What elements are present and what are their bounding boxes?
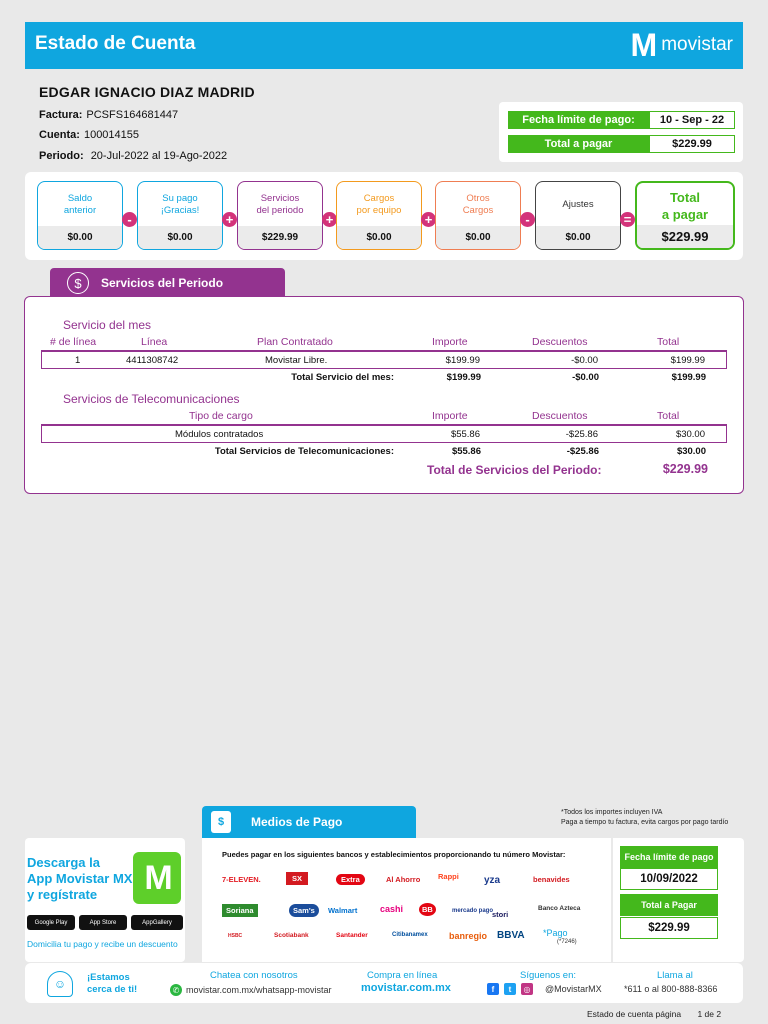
banks-title: Puedes pagar en los siguientes bancos y establecimientos proporcionando tu número Movistar: bbox=[222, 850, 566, 859]
plus-icon: + bbox=[322, 212, 337, 227]
payment-note bbox=[561, 808, 728, 828]
telecom-total-discounts: -$25.86 bbox=[566, 446, 599, 457]
bank-logo-santander: Santander bbox=[336, 932, 368, 939]
document-title: Estado de Cuenta bbox=[35, 33, 196, 54]
app-title-line-2: App Movistar MX bbox=[27, 871, 133, 886]
payment-methods-label: Medios de Pago bbox=[251, 815, 343, 829]
equipment-charges-label: Cargos por equipo bbox=[356, 193, 402, 216]
due-date-value: 10/09/2022 bbox=[620, 868, 718, 890]
previous-balance-box bbox=[37, 181, 123, 250]
header-line-number: # de línea bbox=[50, 336, 97, 348]
cell-total: $30.00 bbox=[675, 429, 705, 440]
total-box-value: $229.99 bbox=[637, 225, 733, 248]
follow-us-label: Síguenos en: bbox=[520, 970, 576, 981]
header-charge-type: Tipo de cargo bbox=[189, 410, 253, 422]
app-store-badge[interactable]: App Store bbox=[79, 915, 127, 930]
total-box bbox=[635, 181, 735, 250]
bank-logo-hsbc: HSBC bbox=[228, 933, 243, 939]
period-services-value: $229.99 bbox=[238, 226, 322, 249]
adjustments-box bbox=[535, 181, 621, 250]
services-tab-label: Servicios del Periodo bbox=[101, 276, 224, 290]
social-handle[interactable]: @MovistarMX bbox=[545, 984, 602, 994]
late-fee-note: Paga a tiempo tu factura, evita cargos por pago tardío bbox=[561, 819, 729, 826]
movistar-app-icon[interactable]: M bbox=[133, 852, 181, 904]
bank-logo-yza: yza bbox=[484, 875, 501, 886]
payment-value: $0.00 bbox=[138, 226, 222, 249]
period-value: 20-Jul-2022 al 19-Ago-2022 bbox=[90, 150, 228, 162]
invoice-label: Factura: bbox=[39, 109, 83, 121]
instagram-icon[interactable]: ◎ bbox=[521, 983, 533, 995]
period-services-box bbox=[237, 181, 323, 250]
monthly-total-amount: $199.99 bbox=[446, 372, 481, 383]
previous-balance-label: Saldo anterior bbox=[63, 193, 97, 216]
equals-icon: = bbox=[620, 212, 635, 227]
plus-icon: + bbox=[222, 212, 237, 227]
total-box-label: Total a pagar bbox=[661, 190, 709, 222]
page-number: 1 de 2 bbox=[697, 1009, 722, 1019]
document-dollar-icon: $ bbox=[211, 811, 231, 833]
balance-summary bbox=[25, 172, 743, 260]
near-you-text bbox=[87, 972, 137, 996]
bank-logo-al-ahorro: Al Ahorro bbox=[386, 875, 421, 884]
cell-amount: $55.86 bbox=[450, 429, 480, 440]
bank-logo-citibanamex: Citibanamex bbox=[392, 932, 428, 938]
minus-icon: - bbox=[122, 212, 137, 227]
invoice-number: PCSFS164681447 bbox=[86, 109, 179, 121]
facebook-icon[interactable]: f bbox=[487, 983, 499, 995]
page-label: Estado de cuenta página bbox=[587, 1009, 682, 1019]
buy-online-label: Compra en línea bbox=[367, 970, 438, 981]
header-discounts: Descuentos bbox=[532, 336, 588, 348]
contact-bar bbox=[25, 963, 743, 1003]
plus-icon: + bbox=[421, 212, 436, 227]
near-you-line-2: cerca de ti! bbox=[87, 984, 138, 995]
period-label: Periodo: bbox=[39, 150, 84, 162]
equipment-charges-value: $0.00 bbox=[337, 226, 421, 249]
previous-balance-value: $0.00 bbox=[38, 226, 122, 249]
near-you-line-1: ¡Estamos bbox=[87, 972, 130, 983]
twitter-icon[interactable]: t bbox=[504, 983, 516, 995]
account-row bbox=[39, 129, 139, 141]
period-total-value: $229.99 bbox=[662, 462, 708, 476]
equipment-charges-box bbox=[336, 181, 422, 250]
table-row bbox=[41, 351, 727, 369]
cell-line: 4411308742 bbox=[126, 355, 179, 366]
call-number[interactable]: *611 o al 800-888-8366 bbox=[624, 984, 718, 994]
cell-discounts: -$25.86 bbox=[565, 429, 598, 440]
app-gallery-badge[interactable]: AppGallery bbox=[131, 915, 183, 930]
bank-logo-benavides: benavides bbox=[533, 875, 570, 884]
total-due-label: Total a pagar bbox=[508, 135, 649, 153]
adjustments-label: Ajustes bbox=[562, 199, 594, 210]
period-total-label: Total de Servicios del Periodo: bbox=[427, 463, 602, 477]
bank-logo-sams: Sam's bbox=[289, 904, 319, 917]
monthly-total-total: $199.99 bbox=[671, 372, 706, 383]
payment-methods-tab bbox=[202, 806, 416, 838]
bank-logo-sx: SX bbox=[286, 872, 308, 885]
app-title-line-1: Descarga la bbox=[27, 855, 100, 870]
whatsapp-icon: ✆ bbox=[170, 984, 182, 996]
bank-logo-bbva: BBVA bbox=[497, 930, 525, 941]
chat-link[interactable] bbox=[170, 984, 332, 996]
tax-note: *Todos los importes incluyen IVA bbox=[561, 809, 663, 816]
period-row bbox=[39, 150, 227, 162]
telecom-total-total: $30.00 bbox=[676, 446, 706, 457]
bank-logo-stori: stori bbox=[492, 910, 509, 919]
cell-plan: Movistar Libre. bbox=[265, 355, 328, 366]
bank-logo-bb: BB bbox=[419, 903, 436, 916]
other-charges-value: $0.00 bbox=[436, 226, 520, 249]
period-services-label: Servicios del periodo bbox=[256, 193, 304, 216]
header-bar bbox=[25, 22, 743, 69]
bank-logo-banco-azteca: Banco Azteca bbox=[538, 905, 581, 912]
call-label: Llama al bbox=[657, 970, 693, 981]
monthly-service-title: Servicio del mes bbox=[63, 318, 152, 332]
header-amount: Importe bbox=[432, 336, 468, 348]
support-chat-icon: ☺ bbox=[47, 971, 73, 997]
app-download-title bbox=[27, 855, 132, 903]
due-date-row bbox=[508, 111, 735, 129]
cell-discounts: -$0.00 bbox=[571, 355, 598, 366]
chat-url[interactable]: movistar.com.mx/whatsapp-movistar bbox=[186, 985, 332, 995]
other-charges-label: Otros Cargos bbox=[462, 193, 494, 216]
monthly-total-discounts: -$0.00 bbox=[572, 372, 599, 383]
telecom-total-amount: $55.86 bbox=[451, 446, 481, 457]
due-date-label: Fecha límite de pago bbox=[620, 846, 718, 868]
cell-charge-type: Módulos contratados bbox=[175, 429, 264, 440]
invoice-row bbox=[39, 109, 178, 121]
telecom-total-label: Total Servicios de Telecomunicaciones: bbox=[214, 446, 394, 457]
google-play-badge[interactable]: Google Play bbox=[27, 915, 75, 930]
bank-logo-cashi: cashi bbox=[380, 904, 404, 914]
due-date-label: Fecha límite de pago: bbox=[508, 111, 649, 129]
bank-logo-rappi: Rappi bbox=[438, 872, 459, 881]
total-to-pay-label: Total a Pagar bbox=[620, 894, 718, 916]
header-total: Total bbox=[657, 336, 680, 348]
cell-amount: $199.99 bbox=[445, 355, 480, 366]
movistar-logo-icon: M bbox=[630, 27, 656, 63]
payment-due-panel bbox=[613, 838, 744, 962]
bank-logo-mercado-pago: mercado pago bbox=[452, 908, 494, 914]
app-download-panel bbox=[25, 838, 185, 962]
brand-name: movistar bbox=[661, 34, 733, 55]
phone-pay-label: *Pago bbox=[543, 928, 568, 938]
header-plan: Plan Contratado bbox=[257, 336, 333, 348]
services-panel bbox=[24, 296, 744, 494]
account-number: 100014155 bbox=[83, 129, 140, 141]
dollar-icon: $ bbox=[67, 272, 89, 294]
bank-logo-7eleven: 7-ELEVEN. bbox=[222, 875, 261, 884]
telecom-services-title: Servicios de Telecomunicaciones bbox=[63, 392, 240, 406]
monthly-total-label: Total Servicio del mes: bbox=[291, 372, 394, 383]
total-due-value: $229.99 bbox=[649, 135, 735, 153]
adjustments-value: $0.00 bbox=[536, 226, 620, 249]
services-tab bbox=[50, 268, 285, 298]
bank-logo-scotiabank: Scotiabank bbox=[274, 932, 309, 939]
payment-label: Su pago ¡Gracias! bbox=[160, 193, 200, 216]
app-title-line-3: y regístrate bbox=[27, 887, 98, 902]
bank-logo-walmart: Walmart bbox=[328, 906, 358, 915]
payment-box bbox=[137, 181, 223, 250]
header-discounts: Descuentos bbox=[532, 410, 588, 422]
table-row bbox=[41, 425, 727, 443]
header-line: Línea bbox=[141, 336, 168, 348]
due-summary-box bbox=[499, 102, 743, 162]
customer-name: EDGAR IGNACIO DIAZ MADRID bbox=[39, 84, 255, 100]
bank-logo-soriana: Soriana bbox=[222, 904, 258, 917]
cell-line-number: 1 bbox=[75, 355, 81, 366]
chat-label: Chatea con nosotros bbox=[210, 970, 298, 981]
account-label: Cuenta: bbox=[39, 129, 80, 141]
bank-logo-banregio: banregio bbox=[449, 931, 488, 941]
phone-pay-code: (*7246) bbox=[557, 939, 577, 945]
page-indicator bbox=[587, 1009, 721, 1019]
cell-total: $199.99 bbox=[670, 355, 705, 366]
due-date-value: 10 - Sep - 22 bbox=[649, 111, 735, 129]
buy-online-link[interactable]: movistar.com.mx bbox=[361, 982, 451, 994]
direct-debit-note: Domicilia tu pago y recibe un descuento bbox=[27, 939, 178, 949]
header-total: Total bbox=[657, 410, 680, 422]
bank-logo-extra: Extra bbox=[336, 874, 365, 885]
minus-icon: - bbox=[520, 212, 535, 227]
banks-panel bbox=[202, 838, 611, 962]
movistar-logo bbox=[630, 27, 733, 63]
other-charges-box bbox=[435, 181, 521, 250]
total-due-row bbox=[508, 135, 735, 153]
total-to-pay-value: $229.99 bbox=[620, 917, 718, 939]
header-amount: Importe bbox=[432, 410, 468, 422]
